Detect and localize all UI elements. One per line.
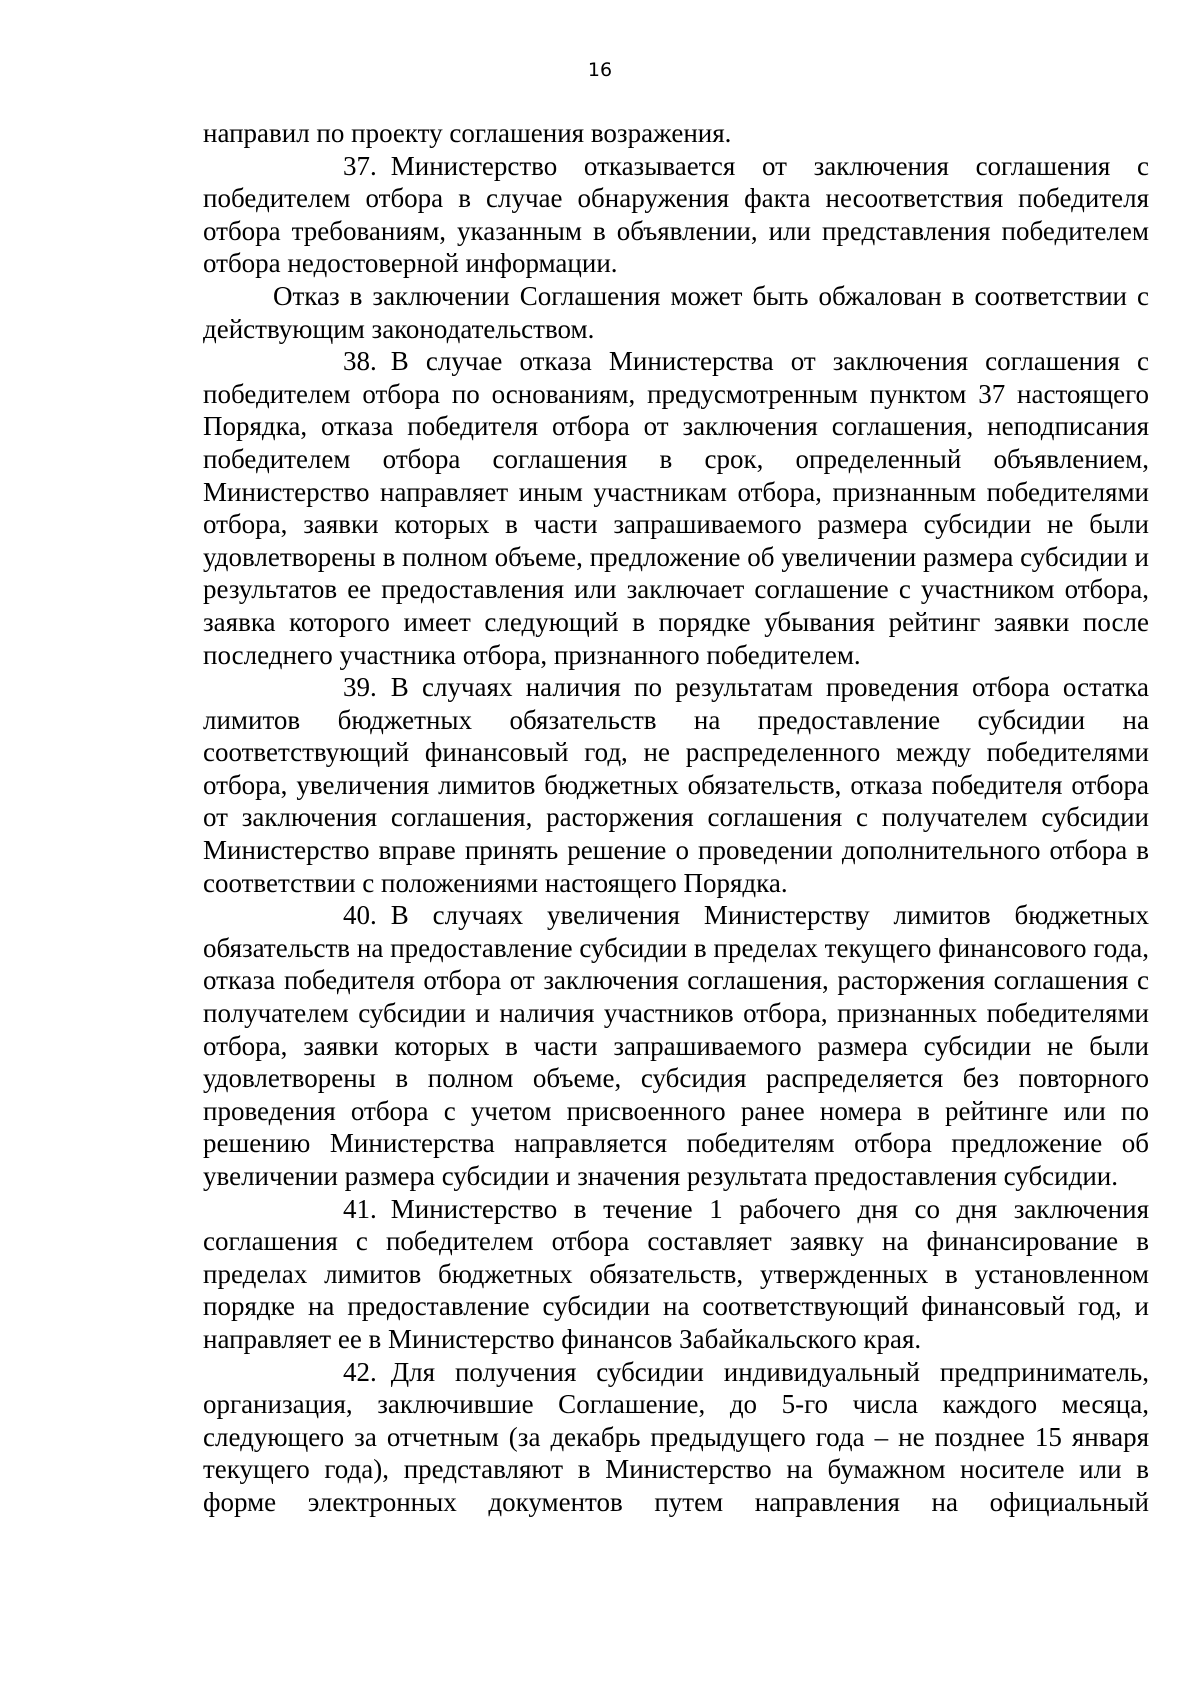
paragraph-text: Отказ в заключении Соглашения может быть обжалован в соответствии с действующим законодательством. (203, 280, 1149, 344)
paragraph-item-37 (203, 150, 1149, 280)
paragraph-continuation (203, 117, 1149, 150)
page-number: 16 (587, 59, 613, 81)
paragraph-item-39 (203, 671, 1149, 899)
paragraph-text: В случае отказа Министерства от заключения соглашения с победителем отбора по основаниям, предусмотренным пунктом 37 настоящего Порядка, отказа победителя отбора от заключения соглашения, неподписания победителем отбора соглашения в срок, определенный объявлением, Министерство направляет иным участникам отбора, признанным победителями отбора, заявки которых в части запрашиваемого размера субсидии не были удовлетворены в полном объеме, предложение об увеличении размера субсидии и результатов ее предоставления или заключает соглашение с участником отбора, заявка которого имеет следующий в порядке убывания рейтинг заявки после последнего участника отбора, признанного победителем. (203, 346, 1149, 670)
paragraph-number: 41. (343, 1193, 377, 1224)
paragraph-number: 40. (343, 900, 377, 931)
paragraph-number: 42. (343, 1356, 377, 1387)
paragraph-item-38 (203, 345, 1149, 671)
document-body (203, 117, 1149, 1519)
paragraph-text: В случаях увеличения Министерству лимитов бюджетных обязательств на предоставление субсидии в пределах текущего финансового года, отказа победителя отбора от заключения соглашения, расторжения соглашения с получателем субсидии и наличия участников отбора, признанных победителями отбора, заявки которых в части запрашиваемого размера субсидии не были удовлетворены в полном объеме, субсидия распределяется без повторного проведения отбора с учетом присвоенного ранее номера в рейтинге или по решению Министерства направляется победителям отбора предложение об увеличении размера субсидии и значения результата предоставления субсидии. (203, 900, 1149, 1191)
paragraph-appeal (203, 280, 1149, 345)
paragraph-text: направил по проекту соглашения возражения. (203, 118, 732, 148)
paragraph-text: В случаях наличия по результатам проведения отбора остатка лимитов бюджетных обязательств на предоставление субсидии на соответствующий финансовый год, не распределенного между победителями отбора, увеличения лимитов бюджетных обязательств, отказа победителя отбора от заключения соглашения, расторжения соглашения с получателем субсидии Министерство вправе принять решение о проведении дополнительного отбора в соответствии с положениями настоящего Порядка. (203, 672, 1149, 898)
paragraph-item-41 (203, 1193, 1149, 1356)
paragraph-item-40 (203, 899, 1149, 1192)
paragraph-number: 39. (343, 672, 377, 703)
paragraph-text: Министерство в течение 1 рабочего дня со дня заключения соглашения с победителем отбора составляет заявку на финансирование в пределах лимитов бюджетных обязательств, утвержденных в установленном порядке на предоставление субсидии на соответствующий финансовый год, и направляет ее в Министерство финансов Забайкальского края. (203, 1193, 1149, 1354)
paragraph-text: Министерство отказывается от заключения соглашения с победителем отбора в случае обнаружения факта несоответствия победителя отбора требованиям, указанным в объявлении, или представления победителем отбора недостоверной информации. (203, 150, 1149, 279)
paragraph-number: 37. (343, 150, 377, 181)
paragraph-number: 38. (343, 346, 377, 377)
paragraph-text: Для получения субсидии индивидуальный предприниматель, организация, заключившие Соглашение, до 5-го числа каждого месяца, следующего за отчетным (за декабрь предыдущего года – не позднее 15 января текущего года), представляют в Министерство на бумажном носителе или в форме электронных документов путем направления на официальный (203, 1356, 1149, 1517)
paragraph-item-42 (203, 1356, 1149, 1519)
